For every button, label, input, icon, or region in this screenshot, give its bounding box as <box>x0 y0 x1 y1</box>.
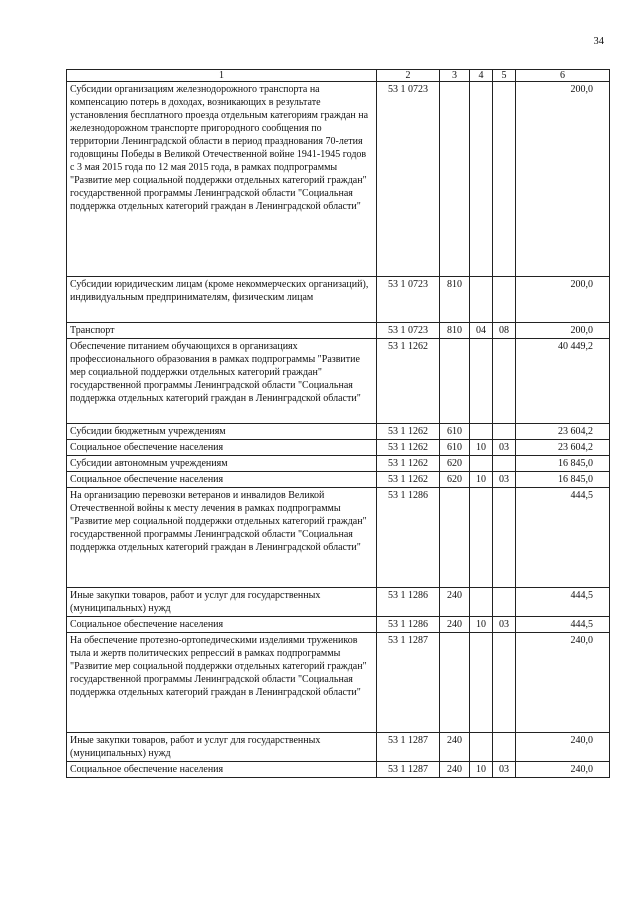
header-cell-6: 6 <box>516 70 610 82</box>
row-target-code: 53 1 1287 <box>377 633 440 733</box>
row-expense-type: 810 <box>440 323 470 339</box>
row-expense-type: 610 <box>440 424 470 440</box>
row-description: Социальное обеспечение населения <box>67 762 377 778</box>
row-amount: 240,0 <box>516 733 610 762</box>
row-subsection: 03 <box>493 440 516 456</box>
row-expense-type: 620 <box>440 472 470 488</box>
row-section: 10 <box>470 440 493 456</box>
row-description: На обеспечение протезно-ортопедическими изделиями тружеников тыла и жертв политических репрессий в рамках подпрограммы "Развитие мер социальной поддержки отдельных категорий граждан" государственной программы Ленинградской области "Социальная поддержка отдельных категорий граждан в Ленинградской области" <box>67 633 377 733</box>
row-expense-type: 610 <box>440 440 470 456</box>
table-row <box>67 456 610 472</box>
row-amount: 16 845,0 <box>516 472 610 488</box>
table-row <box>67 424 610 440</box>
row-amount: 240,0 <box>516 762 610 778</box>
table-header-row <box>67 70 610 82</box>
row-target-code: 53 1 0723 <box>377 277 440 323</box>
row-section <box>470 588 493 617</box>
row-subsection <box>493 456 516 472</box>
table-row <box>67 277 610 323</box>
table-row <box>67 472 610 488</box>
row-description: Субсидии организациям железнодорожного транспорта на компенсацию потерь в доходах, возникающих в результате установления бесплатного проезда отдельным категориям граждан на железнодорожном транспорте пригородного сообщения по территории Ленинградской области в период празднования 70-летия годовщины Победы в Великой Отечественной войне 1941-1945 годов с 3 мая 2015 года по 12 мая 2015 года, в рамках подпрограммы "Развитие мер социальной поддержки отдельных категорий граждан" государственной программы Ленинградской области "Социальная поддержка отдельных категорий граждан в Ленинградской области" <box>67 82 377 277</box>
row-amount: 200,0 <box>516 277 610 323</box>
row-target-code: 53 1 1262 <box>377 440 440 456</box>
row-section <box>470 456 493 472</box>
header-cell-1: 1 <box>67 70 377 82</box>
row-section <box>470 82 493 277</box>
table-row <box>67 617 610 633</box>
row-section: 10 <box>470 472 493 488</box>
row-subsection <box>493 733 516 762</box>
row-target-code: 53 1 1262 <box>377 339 440 424</box>
row-subsection: 03 <box>493 472 516 488</box>
table-row <box>67 323 610 339</box>
row-subsection: 08 <box>493 323 516 339</box>
row-expense-type <box>440 633 470 733</box>
row-subsection <box>493 277 516 323</box>
row-section: 10 <box>470 617 493 633</box>
header-cell-5: 5 <box>493 70 516 82</box>
row-subsection <box>493 488 516 588</box>
row-target-code: 53 1 1286 <box>377 588 440 617</box>
row-section <box>470 424 493 440</box>
table-row <box>67 440 610 456</box>
row-section <box>470 733 493 762</box>
row-section <box>470 277 493 323</box>
row-expense-type <box>440 82 470 277</box>
row-section <box>470 633 493 733</box>
row-expense-type: 240 <box>440 588 470 617</box>
row-description: Иные закупки товаров, работ и услуг для государственных (муниципальных) нужд <box>67 733 377 762</box>
row-expense-type <box>440 488 470 588</box>
table-row <box>67 733 610 762</box>
page-number: 34 <box>593 36 604 47</box>
row-description: Иные закупки товаров, работ и услуг для государственных (муниципальных) нужд <box>67 588 377 617</box>
row-target-code: 53 1 1286 <box>377 488 440 588</box>
table-row <box>67 339 610 424</box>
row-amount: 444,5 <box>516 588 610 617</box>
row-amount: 444,5 <box>516 617 610 633</box>
row-expense-type: 240 <box>440 762 470 778</box>
header-cell-3: 3 <box>440 70 470 82</box>
row-description: Социальное обеспечение населения <box>67 617 377 633</box>
row-amount: 200,0 <box>516 323 610 339</box>
row-expense-type <box>440 339 470 424</box>
row-target-code: 53 1 1286 <box>377 617 440 633</box>
row-amount: 240,0 <box>516 633 610 733</box>
row-target-code: 53 1 0723 <box>377 82 440 277</box>
row-section <box>470 339 493 424</box>
row-expense-type: 810 <box>440 277 470 323</box>
row-section: 04 <box>470 323 493 339</box>
row-description: Транспорт <box>67 323 377 339</box>
row-description: Субсидии бюджетным учреждениям <box>67 424 377 440</box>
row-target-code: 53 1 1262 <box>377 456 440 472</box>
row-target-code: 53 1 1287 <box>377 733 440 762</box>
row-subsection: 03 <box>493 762 516 778</box>
row-amount: 40 449,2 <box>516 339 610 424</box>
row-subsection <box>493 339 516 424</box>
row-description: Субсидии юридическим лицам (кроме некоммерческих организаций), индивидуальным предпринимателям, физическим лицам <box>67 277 377 323</box>
header-cell-2: 2 <box>377 70 440 82</box>
table-row <box>67 762 610 778</box>
row-description: Субсидии автономным учреждениям <box>67 456 377 472</box>
row-amount: 23 604,2 <box>516 424 610 440</box>
row-expense-type: 620 <box>440 456 470 472</box>
row-expense-type: 240 <box>440 733 470 762</box>
row-expense-type: 240 <box>440 617 470 633</box>
row-description: Обеспечение питанием обучающихся в организациях профессионального образования в рамках подпрограммы "Развитие мер социальной поддержки отдельных категорий граждан" государственной программы Ленинградской области "Социальная поддержка отдельных категорий граждан в Ленинградской области" <box>67 339 377 424</box>
row-description: Социальное обеспечение населения <box>67 440 377 456</box>
table-row <box>67 633 610 733</box>
table-row <box>67 588 610 617</box>
header-cell-4: 4 <box>470 70 493 82</box>
row-subsection <box>493 633 516 733</box>
budget-table <box>66 69 610 778</box>
row-subsection <box>493 424 516 440</box>
row-target-code: 53 1 1262 <box>377 472 440 488</box>
row-target-code: 53 1 0723 <box>377 323 440 339</box>
row-target-code: 53 1 1262 <box>377 424 440 440</box>
table-row <box>67 488 610 588</box>
row-section: 10 <box>470 762 493 778</box>
row-description: Социальное обеспечение населения <box>67 472 377 488</box>
row-subsection <box>493 82 516 277</box>
row-description: На организацию перевозки ветеранов и инвалидов Великой Отечественной войны к месту лечения в рамках подпрограммы "Развитие мер социальной поддержки отдельных категорий граждан" государственной программы Ленинградской области "Социальная поддержка отдельных категорий граждан в Ленинградской области" <box>67 488 377 588</box>
row-subsection: 03 <box>493 617 516 633</box>
row-amount: 23 604,2 <box>516 440 610 456</box>
row-amount: 200,0 <box>516 82 610 277</box>
row-subsection <box>493 588 516 617</box>
row-target-code: 53 1 1287 <box>377 762 440 778</box>
row-section <box>470 488 493 588</box>
row-amount: 16 845,0 <box>516 456 610 472</box>
row-amount: 444,5 <box>516 488 610 588</box>
table-row <box>67 82 610 277</box>
